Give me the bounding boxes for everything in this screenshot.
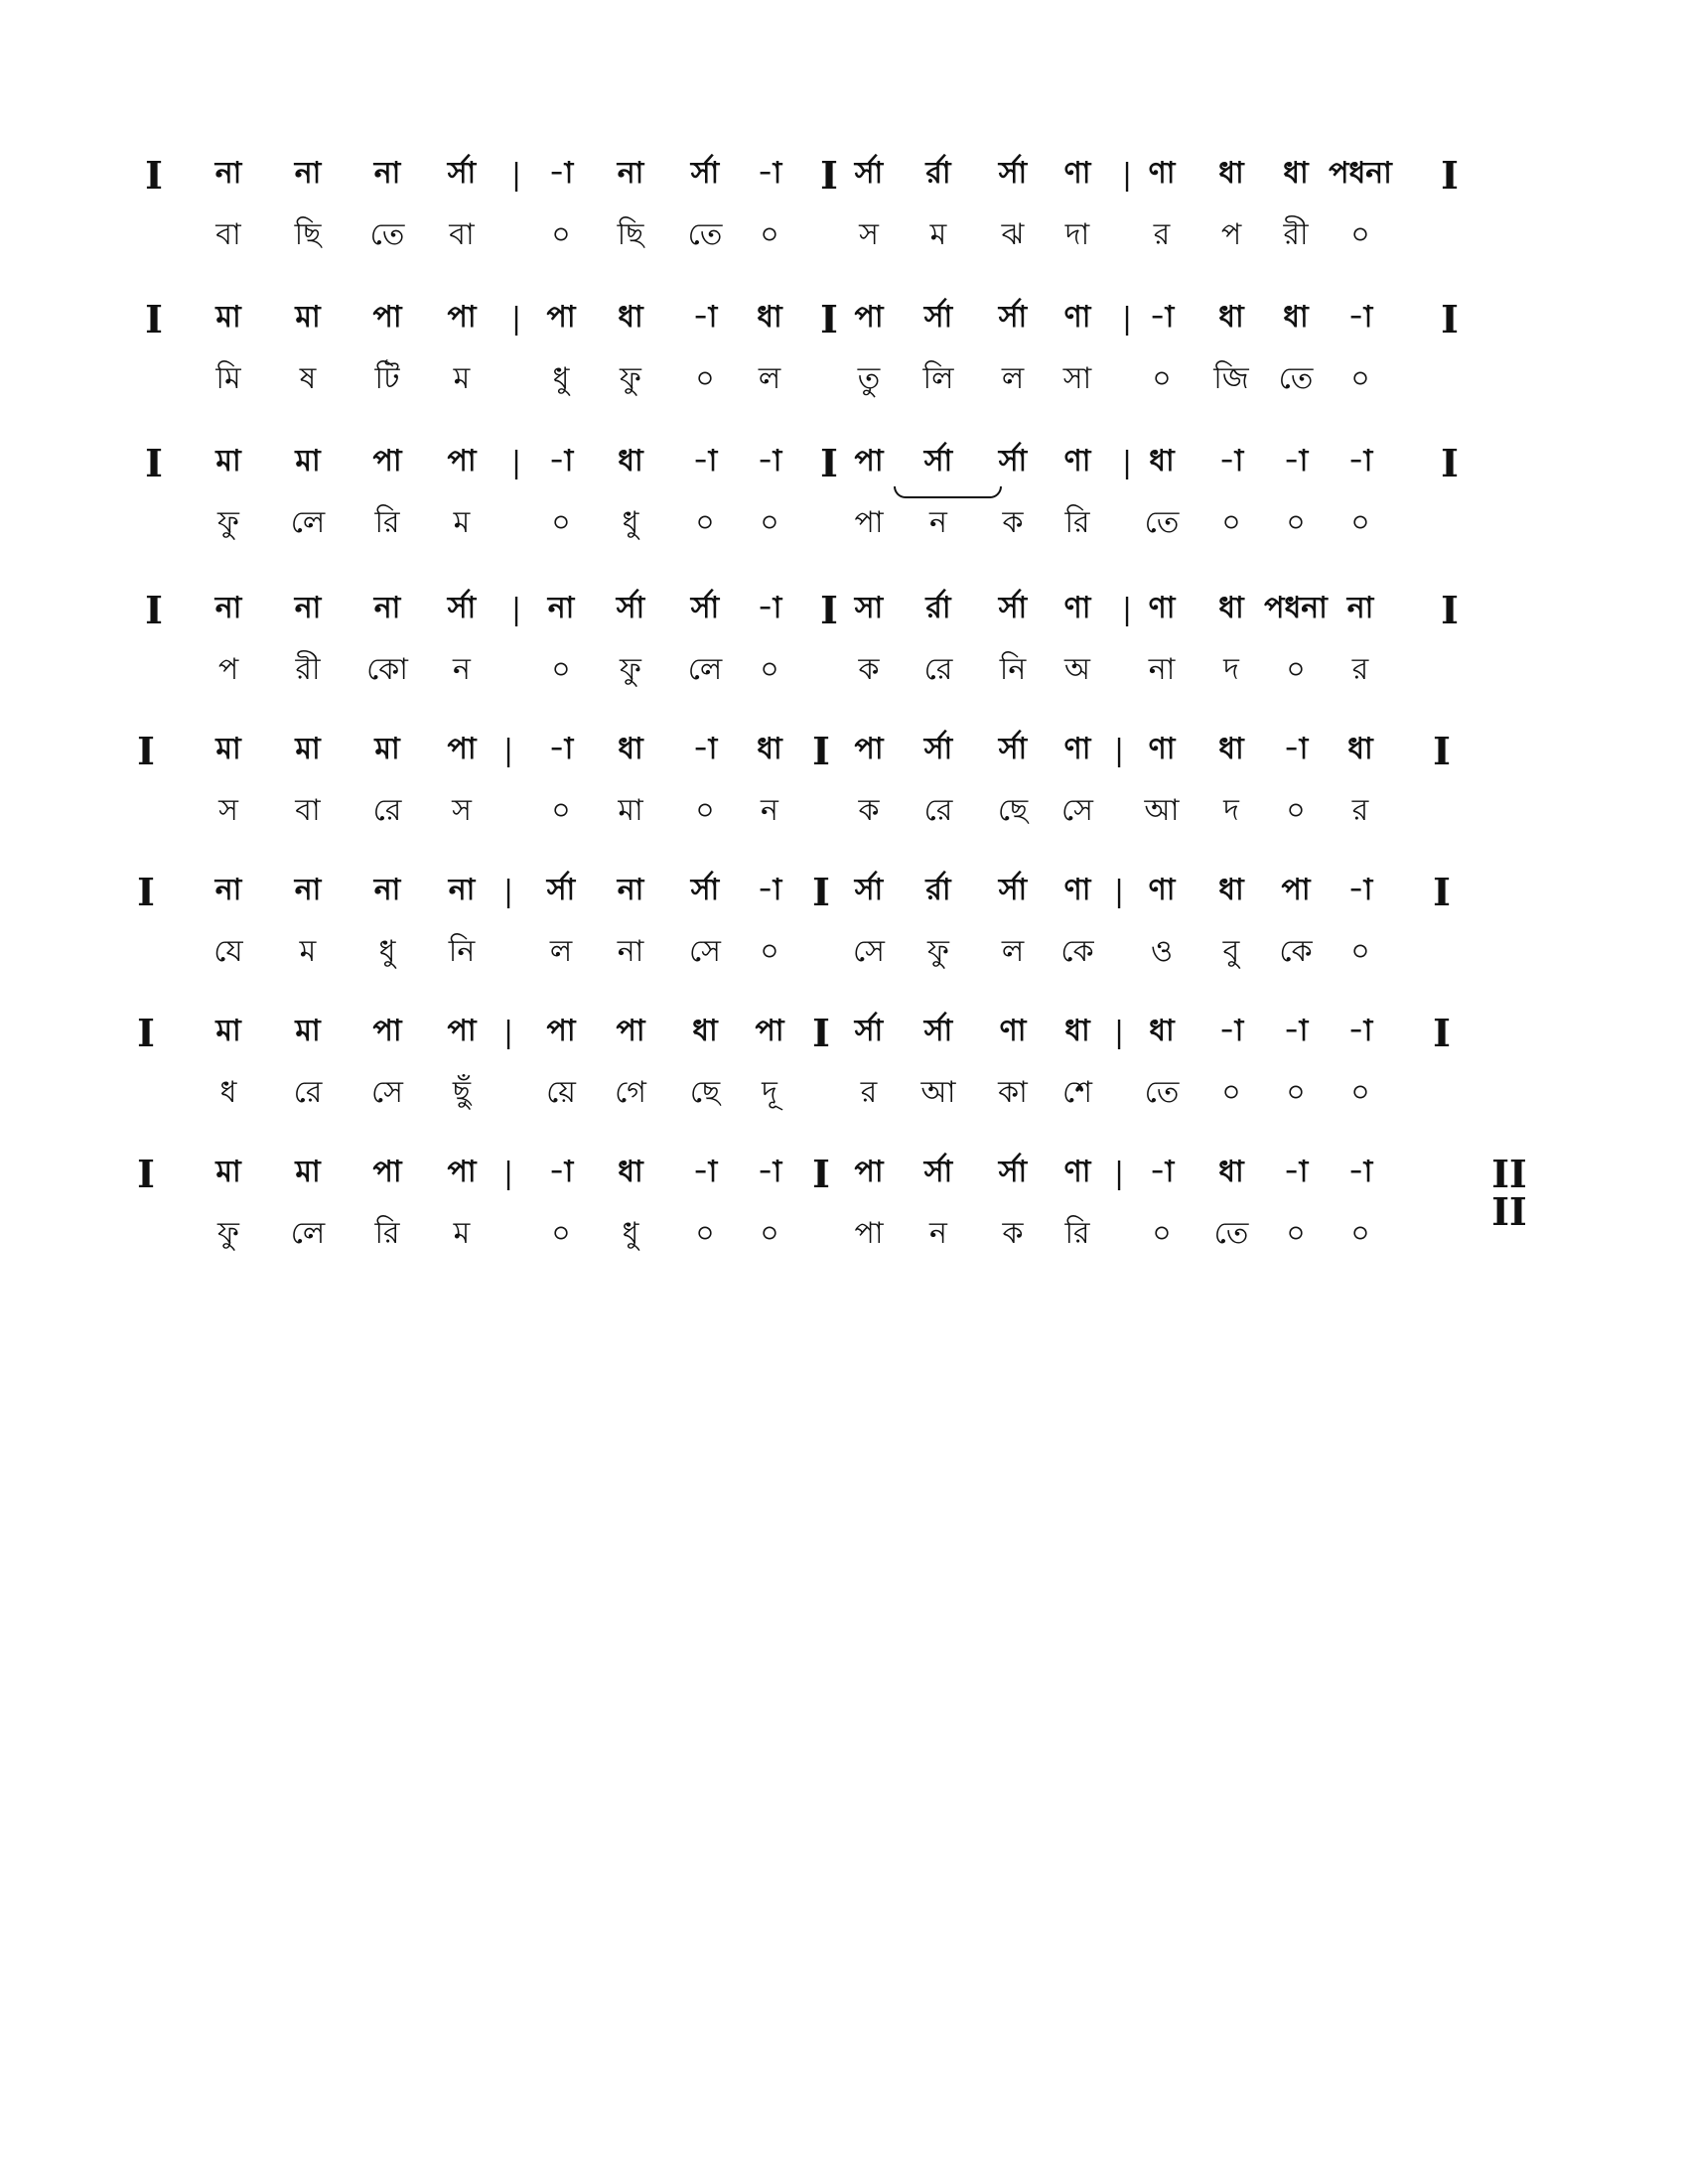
lyric-syllable: ল: [1001, 361, 1025, 396]
lyric-syllable: রে: [293, 1075, 323, 1110]
note: র্সা: [923, 300, 953, 335]
lyric-syllable: ০: [1286, 505, 1306, 540]
lyric-syllable: অ: [1064, 652, 1090, 687]
note: না: [294, 873, 322, 907]
lyric-syllable: ফু: [927, 934, 949, 969]
note: না: [373, 873, 401, 907]
lyric-syllable: ০: [1221, 1075, 1241, 1110]
bar-line: II II: [1491, 1152, 1527, 1234]
note: মা: [215, 1155, 241, 1189]
note: মা: [295, 732, 321, 766]
note: র্সা: [854, 156, 884, 191]
lyric-syllable: ল: [1001, 934, 1025, 969]
note: ধা: [618, 444, 643, 478]
lyric-syllable: দ: [1223, 793, 1239, 828]
lyric-syllable: দা: [1064, 217, 1090, 252]
lyric-syllable: রি: [1064, 1216, 1090, 1251]
slur-mark: [894, 486, 1002, 498]
lyric-syllable: বা: [215, 217, 241, 252]
note: -া: [1218, 1014, 1244, 1048]
bar-line: I: [1433, 870, 1451, 914]
lyric-syllable: গে: [615, 1075, 646, 1110]
lyric-syllable: পা: [854, 1216, 884, 1251]
bar-line: |: [1121, 158, 1133, 193]
note: ধা: [1347, 732, 1373, 766]
note: না: [547, 591, 575, 625]
note: র্সা: [998, 444, 1028, 478]
lyric-syllable: রে: [372, 793, 402, 828]
note: -া: [1218, 444, 1244, 478]
bar-line: |: [510, 446, 522, 480]
lyric-syllable: রি: [1064, 505, 1090, 540]
lyric-syllable: আ: [920, 1075, 956, 1110]
lyric-syllable: ০: [760, 1216, 779, 1251]
lyric-syllable: র: [1351, 793, 1369, 828]
note: পা: [616, 1014, 645, 1048]
bar-line: I: [1433, 1011, 1451, 1055]
note: পা: [854, 444, 884, 478]
note: -া: [1283, 732, 1309, 766]
lyric-syllable: ম: [453, 1216, 471, 1251]
bar-line: |: [502, 1157, 514, 1191]
lyric-syllable: ফু: [217, 1216, 239, 1251]
bar-line: I: [145, 153, 163, 198]
lyric-syllable: ০: [1350, 1075, 1370, 1110]
note: না: [294, 591, 322, 625]
note: ধা: [618, 1155, 643, 1189]
lyric-syllable: ০: [695, 505, 715, 540]
lyric-syllable: ছি: [294, 217, 322, 252]
note: মা: [215, 1014, 241, 1048]
lyric-syllable: ধু: [622, 505, 639, 540]
lyric-syllable: সা: [1062, 361, 1092, 396]
note: -া: [1283, 1155, 1309, 1189]
bar-line: I: [1441, 588, 1459, 632]
lyric-syllable: র: [1153, 217, 1171, 252]
lyric-syllable: রি: [374, 505, 400, 540]
lyric-syllable: তু: [857, 361, 881, 396]
lyric-syllable: যে: [213, 934, 243, 969]
lyric-syllable: ০: [1286, 793, 1306, 828]
note: ধা: [757, 300, 782, 335]
lyric-syllable: প: [1220, 217, 1242, 252]
note: -া: [1347, 444, 1373, 478]
lyric-syllable: ০: [1350, 934, 1370, 969]
note: না: [617, 156, 644, 191]
lyric-syllable: দূ: [762, 1075, 777, 1110]
lyric-syllable: ছি: [617, 217, 644, 252]
note: -া: [757, 591, 782, 625]
note: ধা: [692, 1014, 718, 1048]
lyric-syllable: কো: [366, 652, 408, 687]
bar-line: I: [145, 297, 163, 341]
lyric-syllable: মি: [215, 361, 241, 396]
lyric-syllable: ০: [760, 217, 779, 252]
lyric-syllable: ০: [760, 934, 779, 969]
bar-line: I: [137, 729, 155, 773]
lyric-syllable: তে: [1213, 1216, 1249, 1251]
note: পা: [447, 732, 477, 766]
bar-line: I: [1441, 297, 1459, 341]
lyric-syllable: ও: [1150, 934, 1174, 969]
lyric-line-8: [0, 1216, 1688, 1338]
lyric-syllable: প: [217, 652, 239, 687]
note: -া: [1347, 1014, 1373, 1048]
note: না: [373, 591, 401, 625]
note: পা: [372, 1155, 402, 1189]
lyric-syllable: ছুঁ: [452, 1075, 472, 1110]
note: -া: [1149, 300, 1175, 335]
lyric-syllable: স: [218, 793, 238, 828]
lyric-syllable: বু: [1222, 934, 1240, 969]
note: পা: [546, 1014, 576, 1048]
note: র্সা: [998, 156, 1028, 191]
lyric-syllable: ০: [695, 361, 715, 396]
note: না: [214, 873, 242, 907]
note: ণা: [1063, 1155, 1091, 1189]
lyric-syllable: ষ: [299, 361, 317, 396]
lyric-syllable: তে: [1144, 1075, 1180, 1110]
bar-line: |: [510, 302, 522, 337]
lyric-syllable: ০: [1350, 505, 1370, 540]
note: না: [373, 156, 401, 191]
lyric-syllable: রী: [1283, 217, 1309, 252]
lyric-syllable: ধু: [622, 1216, 639, 1251]
note: র্সা: [447, 156, 477, 191]
bar-line: |: [1121, 593, 1133, 627]
note: ণা: [1063, 732, 1091, 766]
note: র্সা: [616, 591, 645, 625]
lyric-syllable: ফু: [620, 652, 641, 687]
lyric-syllable: তে: [369, 217, 405, 252]
note: ধা: [1283, 300, 1309, 335]
lyric-syllable: ছে: [997, 793, 1029, 828]
lyric-syllable: ০: [551, 652, 571, 687]
lyric-syllable: ০: [551, 793, 571, 828]
note: ধা: [1149, 444, 1175, 478]
lyric-syllable: ধু: [378, 934, 396, 969]
note: র্সা: [690, 873, 720, 907]
bar-line: I: [820, 153, 838, 198]
lyric-syllable: ফু: [217, 505, 239, 540]
lyric-syllable: তে: [1144, 505, 1180, 540]
note: না: [214, 591, 242, 625]
note: ণা: [1148, 732, 1176, 766]
note: র্সা: [923, 732, 953, 766]
lyric-syllable: ০: [1152, 361, 1172, 396]
bar-line: |: [1113, 1157, 1125, 1191]
note: -া: [692, 732, 718, 766]
note: পা: [447, 300, 477, 335]
note: মা: [215, 300, 241, 335]
note: না: [214, 156, 242, 191]
bar-line: I: [137, 870, 155, 914]
note: র্সা: [447, 591, 477, 625]
note: ণা: [1148, 156, 1176, 191]
lyric-syllable: ফু: [620, 361, 641, 396]
note: -া: [1347, 1155, 1373, 1189]
bar-line: I: [145, 588, 163, 632]
lyric-syllable: ০: [1350, 1216, 1370, 1251]
note: র্সা: [998, 591, 1028, 625]
note: মা: [295, 1014, 321, 1048]
lyric-syllable: ন: [453, 652, 471, 687]
lyric-syllable: ক: [858, 652, 880, 687]
note: ণা: [1148, 591, 1176, 625]
note: পা: [447, 444, 477, 478]
note: র্সা: [998, 732, 1028, 766]
note: না: [1346, 591, 1374, 625]
lyric-syllable: ০: [695, 1216, 715, 1251]
bar-line: I: [1433, 729, 1451, 773]
note: পা: [854, 300, 884, 335]
lyric-syllable: ধ: [219, 1075, 237, 1110]
note: র্সা: [998, 873, 1028, 907]
lyric-syllable: রী: [295, 652, 321, 687]
note: -া: [757, 873, 782, 907]
bar-line: |: [510, 158, 522, 193]
lyric-syllable: আ: [1144, 793, 1180, 828]
lyric-syllable: ০: [695, 793, 715, 828]
note: -া: [548, 444, 574, 478]
note: পা: [854, 1155, 884, 1189]
lyric-syllable: ল: [758, 361, 781, 396]
note: -া: [1283, 444, 1309, 478]
lyric-syllable: ০: [1350, 217, 1370, 252]
lyric-syllable: ক: [1002, 1216, 1024, 1251]
note: -া: [757, 444, 782, 478]
bar-line: I: [812, 729, 830, 773]
note: র্সা: [690, 591, 720, 625]
note: ধা: [757, 732, 782, 766]
note: -া: [1347, 873, 1373, 907]
note: ণা: [1148, 873, 1176, 907]
note: -া: [692, 300, 718, 335]
note: -া: [548, 732, 574, 766]
note: র্সা: [923, 1155, 953, 1189]
note: ণা: [1063, 444, 1091, 478]
lyric-syllable: ০: [551, 1216, 571, 1251]
note: -া: [548, 1155, 574, 1189]
lyric-syllable: র: [860, 1075, 878, 1110]
note: পধনা: [1264, 591, 1328, 625]
note: মা: [295, 300, 321, 335]
lyric-syllable: সে: [1061, 793, 1093, 828]
lyric-syllable: জি: [1213, 361, 1249, 396]
note: ণা: [1063, 873, 1091, 907]
bar-line: |: [1121, 446, 1133, 480]
note: না: [617, 873, 644, 907]
lyric-syllable: কা: [998, 1075, 1028, 1110]
lyric-syllable: ঝ: [1001, 217, 1025, 252]
lyric-syllable: রে: [923, 652, 953, 687]
lyric-syllable: শে: [1062, 1075, 1092, 1110]
bar-line: I: [1441, 441, 1459, 485]
lyric-syllable: ম: [453, 361, 471, 396]
bar-line: I: [820, 297, 838, 341]
note: র্রা: [925, 156, 951, 191]
lyric-syllable: ন: [929, 1216, 947, 1251]
lyric-syllable: দ: [1223, 652, 1239, 687]
lyric-syllable: ০: [1286, 1075, 1306, 1110]
lyric-syllable: ম: [453, 505, 471, 540]
lyric-syllable: ন: [929, 505, 947, 540]
lyric-syllable: ০: [1152, 1216, 1172, 1251]
lyric-syllable: ০: [1221, 505, 1241, 540]
note: পা: [854, 732, 884, 766]
note: -া: [692, 1155, 718, 1189]
lyric-syllable: নি: [448, 934, 476, 969]
lyric-syllable: তে: [687, 217, 723, 252]
lyric-syllable: কে: [1279, 934, 1313, 969]
bar-line: I: [137, 1152, 155, 1196]
lyric-syllable: রি: [374, 1216, 400, 1251]
note: র্সা: [998, 1155, 1028, 1189]
bar-line: I: [145, 441, 163, 485]
note: না: [294, 156, 322, 191]
note: -া: [1283, 1014, 1309, 1048]
note: র্সা: [854, 873, 884, 907]
lyric-syllable: নি: [999, 652, 1027, 687]
bar-line: I: [812, 1011, 830, 1055]
lyric-syllable: কে: [1060, 934, 1094, 969]
note: -া: [548, 156, 574, 191]
note: ধা: [1218, 1155, 1244, 1189]
note: পা: [755, 1014, 784, 1048]
lyric-syllable: ছে: [689, 1075, 721, 1110]
note: পা: [1281, 873, 1311, 907]
note: পা: [372, 444, 402, 478]
lyric-syllable: ০: [551, 505, 571, 540]
lyric-syllable: ম: [929, 217, 947, 252]
note: পা: [447, 1014, 477, 1048]
lyric-syllable: সে: [853, 934, 885, 969]
bar-line: I: [820, 441, 838, 485]
note: পধনা: [1329, 156, 1392, 191]
bar-line: I: [1441, 153, 1459, 198]
note: ধা: [1149, 1014, 1175, 1048]
note: মা: [295, 1155, 321, 1189]
lyric-syllable: ধু: [552, 361, 570, 396]
lyric-syllable: লে: [687, 652, 723, 687]
note: ণা: [1063, 591, 1091, 625]
lyric-syllable: না: [617, 934, 644, 969]
note: পা: [447, 1155, 477, 1189]
note: ণা: [1063, 300, 1091, 335]
lyric-syllable: সে: [371, 1075, 403, 1110]
note: ণা: [999, 1014, 1027, 1048]
lyric-syllable: র: [1351, 652, 1369, 687]
lyric-syllable: ০: [1286, 1216, 1306, 1251]
note: র্রা: [925, 591, 951, 625]
note: র্সা: [690, 156, 720, 191]
note: -া: [757, 156, 782, 191]
note: র্সা: [923, 444, 953, 478]
note: -া: [757, 1155, 782, 1189]
lyric-syllable: ক: [1002, 505, 1024, 540]
note: ধা: [1218, 873, 1244, 907]
lyric-syllable: ০: [551, 217, 571, 252]
note: ণা: [1063, 156, 1091, 191]
bar-line: |: [502, 875, 514, 909]
bar-line: |: [502, 734, 514, 768]
note: সা: [854, 591, 884, 625]
lyric-syllable: ক: [858, 793, 880, 828]
lyric-syllable: ০: [1286, 652, 1306, 687]
note: পা: [546, 300, 576, 335]
note: ধা: [1218, 300, 1244, 335]
note: ধা: [1064, 1014, 1090, 1048]
bar-line: |: [1113, 875, 1125, 909]
note: -া: [1149, 1155, 1175, 1189]
note: মা: [215, 732, 241, 766]
note: ধা: [1218, 732, 1244, 766]
note: র্সা: [546, 873, 576, 907]
lyric-syllable: টি: [374, 361, 400, 396]
note: র্সা: [998, 300, 1028, 335]
lyric-syllable: ল: [549, 934, 573, 969]
lyric-syllable: লে: [290, 1216, 326, 1251]
lyric-syllable: লে: [290, 505, 326, 540]
bar-line: |: [502, 1016, 514, 1050]
lyric-syllable: য়ে: [546, 1075, 576, 1110]
note: না: [448, 873, 476, 907]
lyric-syllable: না: [1148, 652, 1176, 687]
bar-line: I: [812, 870, 830, 914]
lyric-syllable: মা: [618, 793, 643, 828]
bar-line: |: [1113, 734, 1125, 768]
lyric-syllable: ০: [1350, 361, 1370, 396]
lyric-syllable: ম: [299, 934, 317, 969]
lyric-syllable: স: [859, 217, 879, 252]
note: র্সা: [923, 1014, 953, 1048]
lyric-syllable: স: [452, 793, 472, 828]
note: র্রা: [925, 873, 951, 907]
note: র্সা: [854, 1014, 884, 1048]
note: পা: [372, 300, 402, 335]
lyric-syllable: বা: [295, 793, 321, 828]
lyric-syllable: তে: [1278, 361, 1314, 396]
lyric-syllable: ০: [760, 652, 779, 687]
bar-line: |: [510, 593, 522, 627]
lyric-syllable: ন: [761, 793, 778, 828]
bar-line: |: [1113, 1016, 1125, 1050]
lyric-syllable: রে: [923, 793, 953, 828]
lyric-syllable: ০: [760, 505, 779, 540]
note: -া: [692, 444, 718, 478]
lyric-syllable: বা: [449, 217, 475, 252]
note: মা: [374, 732, 400, 766]
note: ধা: [1283, 156, 1309, 191]
lyric-syllable: লি: [922, 361, 954, 396]
note: পা: [372, 1014, 402, 1048]
note: ধা: [1218, 591, 1244, 625]
note: ধা: [618, 732, 643, 766]
bar-line: I: [820, 588, 838, 632]
bar-line: |: [1121, 302, 1133, 337]
note: ধা: [618, 300, 643, 335]
lyric-syllable: পা: [854, 505, 884, 540]
bar-line: I: [137, 1011, 155, 1055]
lyric-syllable: সে: [689, 934, 721, 969]
note: মা: [295, 444, 321, 478]
note: ধা: [1218, 156, 1244, 191]
note: মা: [215, 444, 241, 478]
bar-line: I: [812, 1152, 830, 1196]
note: -া: [1347, 300, 1373, 335]
